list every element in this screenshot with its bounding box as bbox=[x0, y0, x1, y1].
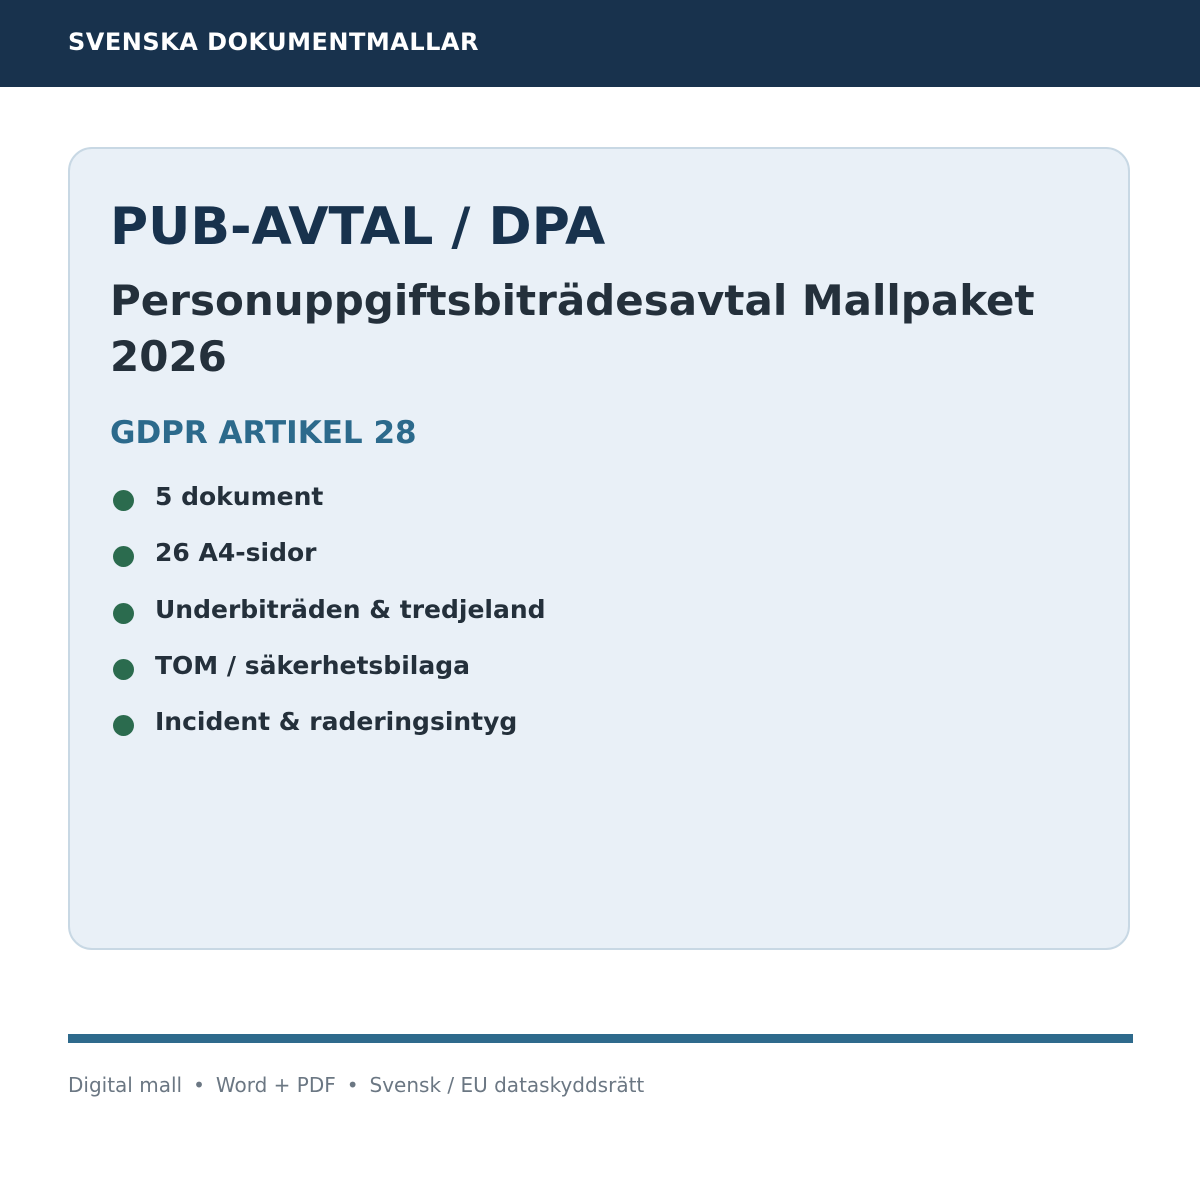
bullet-dot-icon bbox=[113, 659, 134, 680]
bullet-dot-icon bbox=[113, 715, 134, 736]
feature-label: 5 dokument bbox=[155, 482, 324, 511]
footer-divider bbox=[68, 1034, 1133, 1043]
feature-label: 26 A4-sidor bbox=[155, 538, 317, 568]
product-title: PUB-AVTAL / DPA bbox=[110, 197, 606, 257]
product-subtitle: Personuppgiftsbiträdesavtal Mallpaket 2026 bbox=[110, 276, 1035, 381]
regulation-tag: GDPR ARTIKEL 28 bbox=[110, 415, 417, 451]
product-card bbox=[68, 147, 1130, 950]
footer-separator: • bbox=[193, 1073, 205, 1097]
footer-item-jurisdiction: Svensk / EU dataskyddsrätt bbox=[369, 1073, 645, 1097]
bullet-dot-icon bbox=[113, 490, 134, 511]
footer-item-format: Digital mall bbox=[68, 1073, 183, 1097]
brand-name: SVENSKA DOKUMENTMALLAR bbox=[68, 28, 479, 56]
footer-separator: • bbox=[346, 1073, 359, 1097]
feature-label: Underbiträden & tredjeland bbox=[155, 594, 546, 624]
footer-item-filetypes: Word + PDF bbox=[215, 1073, 336, 1097]
feature-label: Incident & raderingsintyg bbox=[155, 707, 518, 737]
bullet-dot-icon bbox=[113, 603, 134, 624]
footer-info bbox=[68, 1072, 644, 1098]
header-bar bbox=[0, 0, 1200, 87]
feature-label: TOM / säkerhetsbilaga bbox=[155, 650, 470, 680]
bullet-dot-icon bbox=[113, 546, 134, 567]
